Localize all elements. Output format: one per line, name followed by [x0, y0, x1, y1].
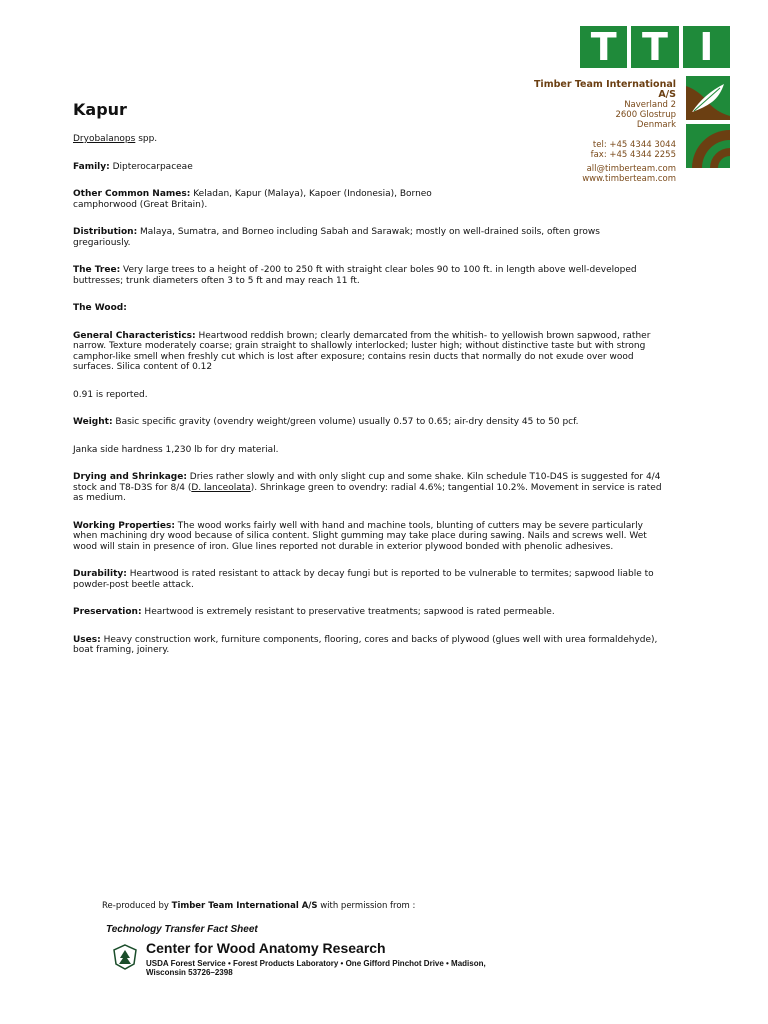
species-genus: Dryobalanops [73, 134, 136, 144]
preservation-label: Preservation: [73, 607, 142, 617]
wood-label: The Wood: [73, 303, 127, 313]
company-name: Timber Team International A/S [533, 79, 676, 100]
drying-value-a: Dries rather slowly and with only slight cup and some shake. Kiln schedule T10-D4S is suggested for 4/4 stock and T8-D3S for 8/4 ( [73, 472, 661, 493]
uses-section [73, 635, 673, 656]
working-properties-section [73, 521, 663, 553]
reproduction-note [102, 901, 415, 911]
working-label: Working Properties: [73, 520, 175, 531]
durability-value: Heartwood is rated resistant to attack by decay fungi but is reported to be vulnerable to termites; sapwood liable to powder-post beetle attack. [73, 569, 654, 590]
footer-prefix: Re-produced by [102, 901, 172, 911]
logo-letter: T [580, 26, 627, 68]
tree-value: Very large trees to a height of -200 to 250 ft with straight clear boles 90 to 100 ft. in length above well-developed buttresses; trunk diameters often 3 to 5 ft and may reach 11 ft. [73, 265, 637, 286]
distribution-label: Distribution: [73, 227, 138, 237]
address-line: Naverland 2 [624, 100, 676, 110]
weight-label: Weight: [73, 417, 113, 427]
footer-company: Timber Team International A/S [171, 901, 318, 911]
drying-species: D. lanceolata [191, 482, 251, 493]
family-value: Dipterocarpaceae [109, 161, 193, 172]
preservation-value: Heartwood is extremely resistant to preservative treatments; sapwood is rated permeable. [141, 607, 555, 617]
drying-section [73, 472, 668, 504]
email-link[interactable]: all@timberteam.com [586, 164, 676, 174]
cwar-address: USDA Forest Service • Forest Products Laboratory • One Gifford Pinchot Drive • Madison, Wisconsin 53726–2398 [146, 959, 486, 977]
usda-forest-service-badge-icon [112, 944, 138, 970]
uses-label: Uses: [73, 634, 101, 645]
family-label: Family: [73, 161, 110, 172]
other-names-value: Keladan, Kapur (Malaya), Kapoer (Indonesia), Borneo camphorwood (Great Britain). [73, 189, 432, 210]
tree-rings-icon [686, 124, 730, 168]
other-names-label: Other Common Names: [73, 189, 191, 199]
logo-letter: I [683, 26, 730, 68]
tti-logo [580, 26, 730, 68]
species-line [73, 134, 673, 145]
drying-value-b: ). Shrinkage green to ovendry: radial 4.6%; tangential 10.2%. Movement in service is rated as medium. [73, 482, 662, 503]
address-line: Denmark [636, 120, 676, 130]
fact-sheet-body [73, 100, 673, 673]
cwar-name: Center for Wood Anatomy Research [146, 940, 386, 956]
address-line: 2600 Glostrup [615, 110, 676, 120]
general-value: Heartwood reddish brown; clearly demarcated from the whitish- to yellowish brown sapwood, rather narrow. Texture moderately coarse; grain straight to shallowly interlocked; luster high; without distinctive taste but with strong camphor-like smell when freshly cut which is lost after exposure; contains resin ducts that normally do not exude over wood surfaces. Silica content of 0.12 [73, 330, 651, 372]
tree-section [73, 265, 653, 286]
durability-label: Durability: [73, 569, 127, 579]
durability-section [73, 569, 668, 590]
janka-hardness: Janka side hardness 1,230 lb for dry material. [73, 444, 279, 455]
family-section [73, 162, 673, 173]
uses-value: Heavy construction work, furniture components, flooring, cores and backs of plywood (glues well with urea formaldehyde), boat framing, joinery. [73, 634, 658, 655]
species-suffix: spp. [135, 134, 158, 144]
cwar-logo-block [104, 924, 524, 977]
fax: fax: +45 4344 2255 [590, 150, 676, 160]
preservation-section [73, 607, 673, 618]
website-link[interactable]: www.timberteam.com [582, 174, 676, 184]
tree-label: The Tree: [73, 265, 121, 275]
footer-suffix: with permission from : [317, 901, 416, 911]
drying-label: Drying and Shrinkage: [73, 472, 187, 482]
phone: tel: +45 4344 3044 [592, 140, 676, 150]
silica-continuation: 0.91 is reported. [73, 389, 148, 400]
weight-value: Basic specific gravity (ovendry weight/green volume) usually 0.57 to 0.65; air-dry density 45 to 50 pcf. [112, 417, 579, 427]
distribution-section [73, 227, 618, 248]
weight-section [73, 417, 673, 428]
working-value: The wood works fairly well with hand and machine tools, blunting of cutters may be severe particularly when machining dry wood because of silica content. Slight gumming may take place during sawing. Nails and screws well. Wet wood will stain in presence of iron. Glue lines reported not durable in exterior plywood bonded with phenolic adhesives. [73, 520, 647, 552]
logo-letter: T [631, 26, 678, 68]
oak-leaf-icon [686, 76, 730, 120]
distribution-value: Malaya, Sumatra, and Borneo including Sabah and Sarawak; mostly on well-drained soils, often grows gregariously. [73, 227, 600, 248]
page-title: Kapur [73, 100, 127, 119]
other-names-section [73, 189, 443, 210]
wood-heading [73, 303, 673, 314]
general-label: General Characteristics: [73, 330, 196, 341]
fact-sheet-label: Technology Transfer Fact Sheet [106, 924, 258, 935]
general-characteristics-section [73, 331, 663, 373]
